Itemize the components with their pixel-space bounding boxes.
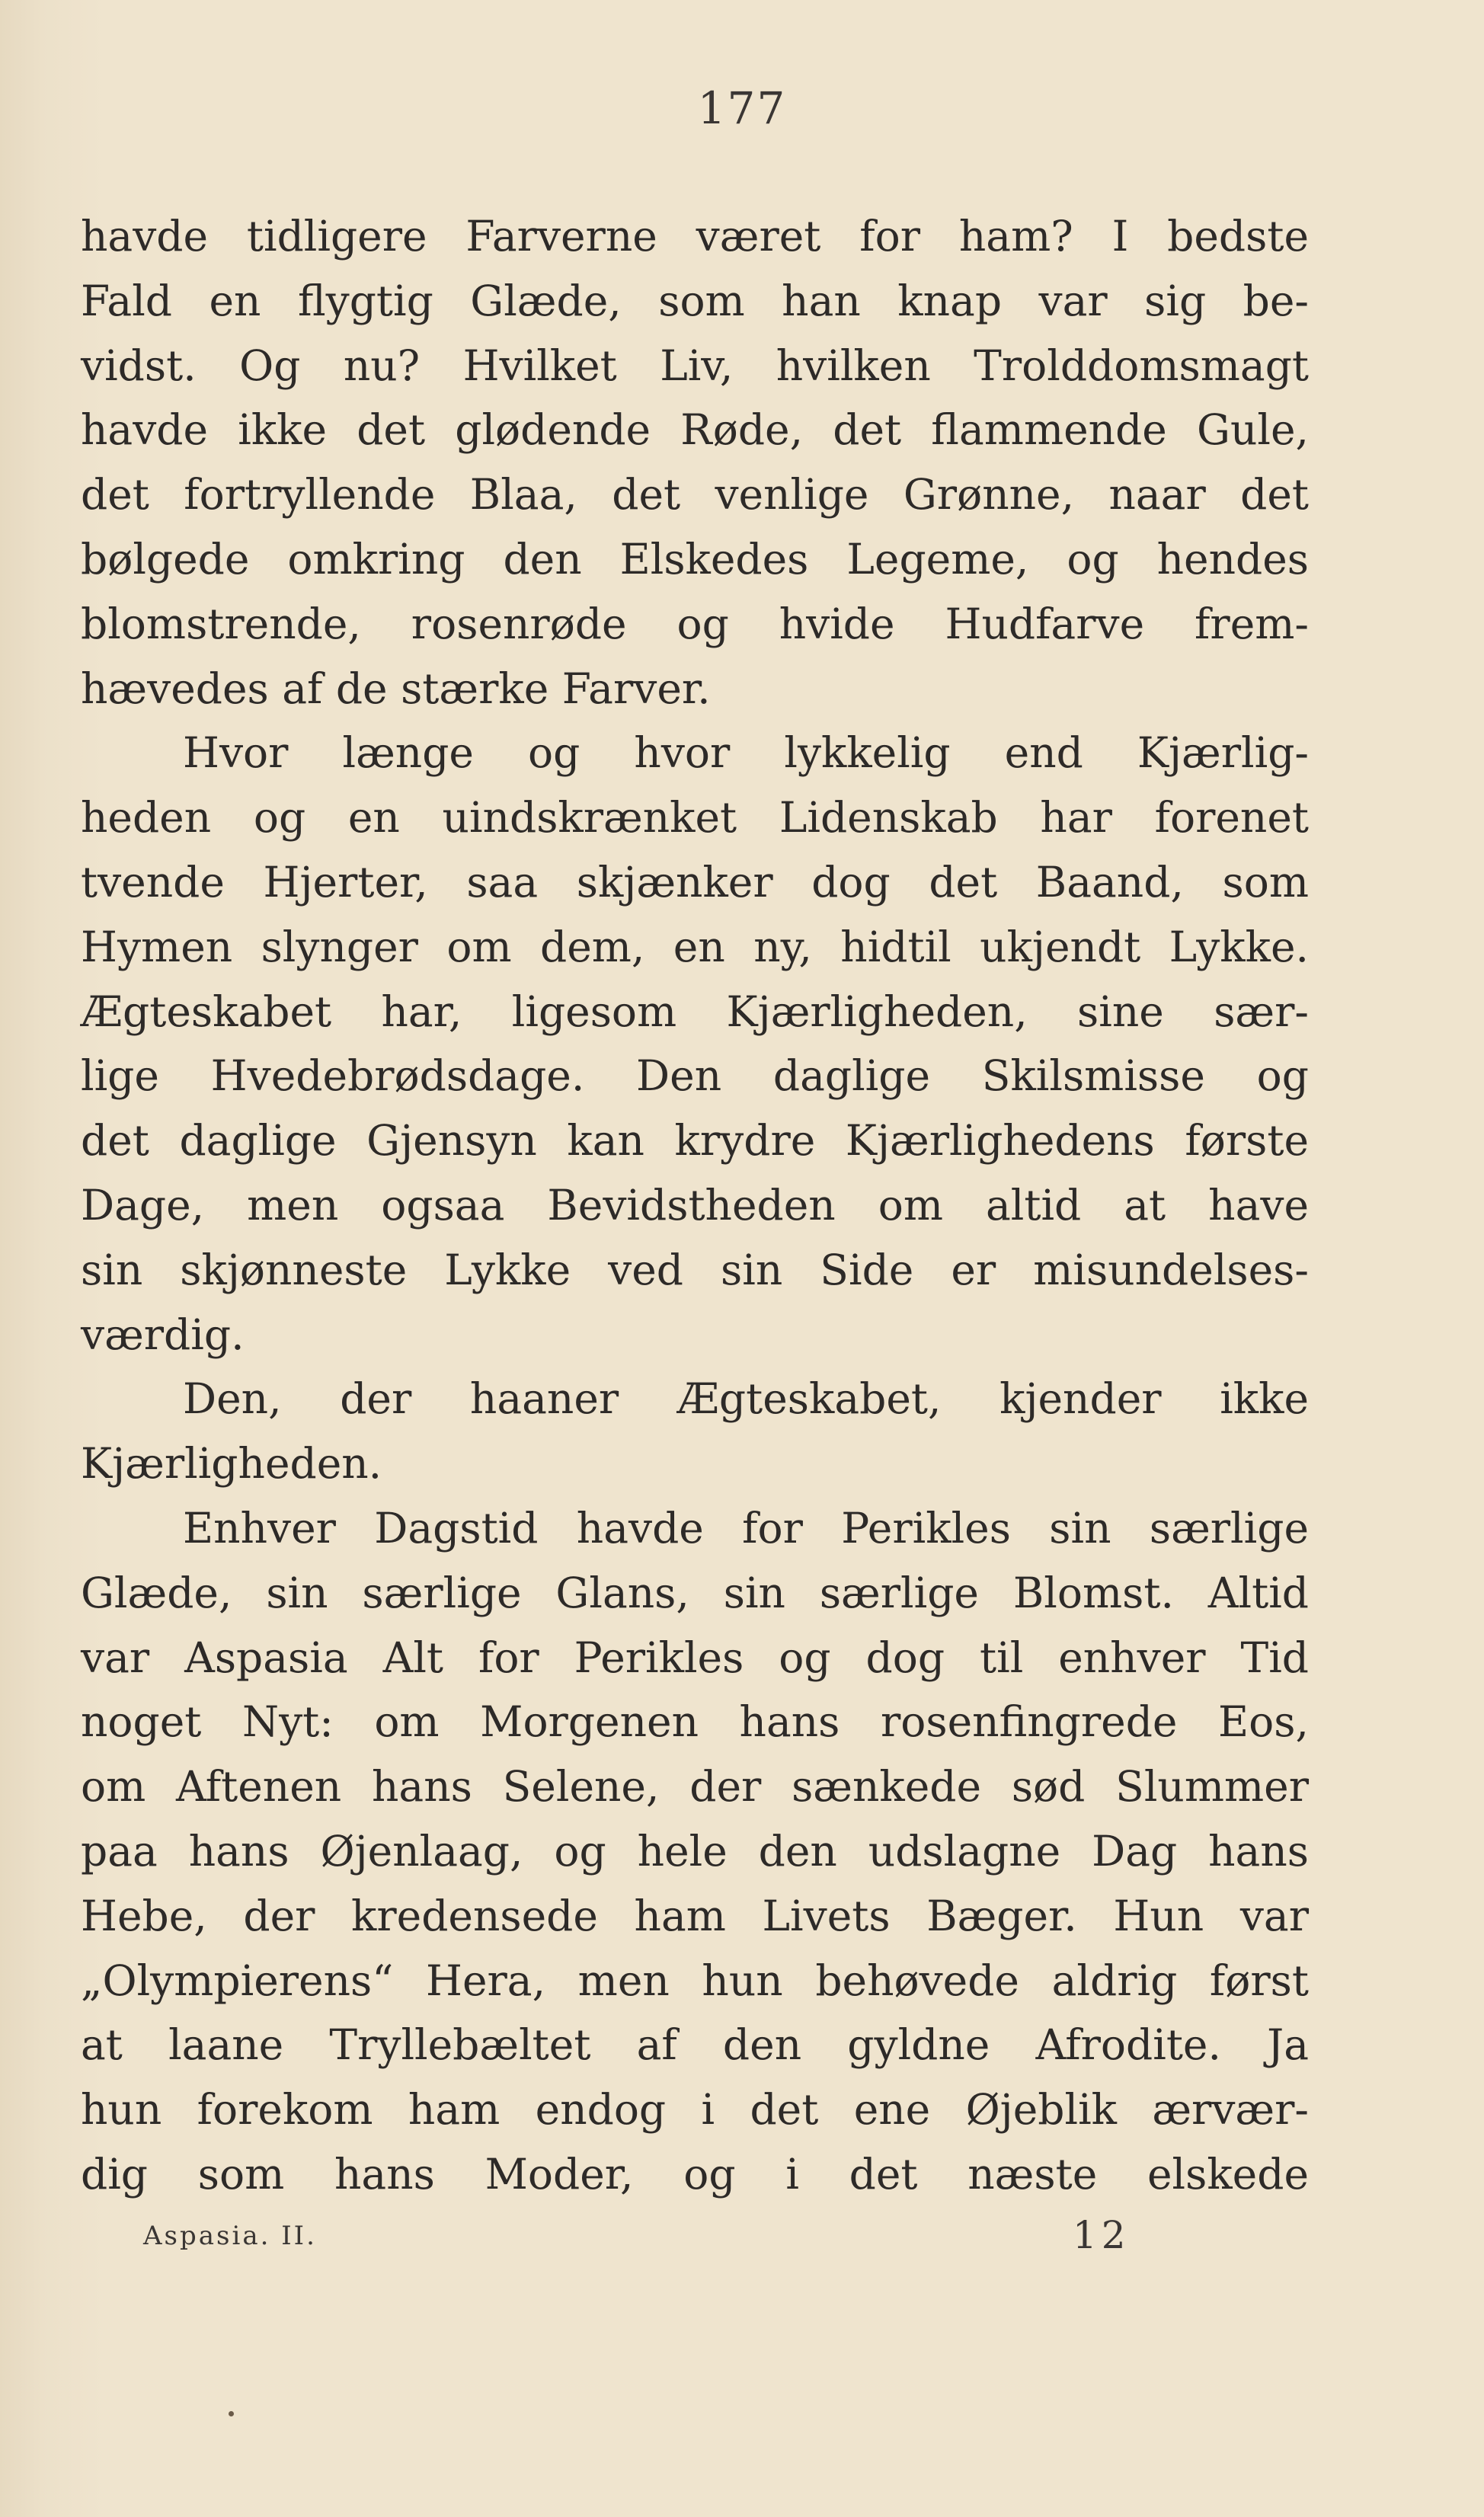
- body-text: [81, 204, 1309, 2207]
- text-line: Hebe, der kredensede ham Livets Bæger. Hun var: [81, 1891, 1309, 1940]
- text-line: heden og en uindskrænket Lidenskab har forenet: [81, 793, 1309, 843]
- page-footer: [0, 2213, 1484, 2266]
- sheet-number: 12: [1073, 2213, 1131, 2257]
- text-line: det daglige Gjensyn kan krydre Kjærlighedens første: [81, 1116, 1309, 1166]
- text-line: var Aspasia Alt for Perikles og dog til enhver Tid: [81, 1633, 1309, 1682]
- text-line: Hvor længe og hvor lykkelig end Kjærlig-: [183, 728, 1309, 778]
- text-line: noget Nyt: om Morgenen hans rosenfingrede Eos,: [81, 1697, 1309, 1747]
- text-line: værdig.: [81, 1310, 245, 1359]
- text-line: hun forekom ham endog i det ene Øjeblik ærvær-: [81, 2085, 1309, 2135]
- text-line: Dage, men ogsaa Bevidstheden om altid at have: [81, 1180, 1309, 1230]
- signature-mark: Aspasia. II.: [143, 2221, 317, 2251]
- text-line: blomstrende, rosenrøde og hvide Hudfarve frem-: [81, 599, 1309, 648]
- text-line: „Olympierens“ Hera, men hun behøvede aldrig først: [81, 1956, 1309, 2005]
- text-line: at laane Tryllebæltet af den gyldne Afrodite. Ja: [81, 2020, 1309, 2070]
- text-line: det fortryllende Blaa, det venlige Grønne, naar det: [81, 470, 1309, 520]
- text-line: Enhver Dagstid havde for Perikles sin særlige: [183, 1503, 1309, 1553]
- text-line: Den, der haaner Ægteskabet, kjender ikke: [183, 1374, 1309, 1424]
- text-line: om Aftenen hans Selene, der sænkede sød Slummer: [81, 1762, 1309, 1812]
- text-line: sin skjønneste Lykke ved sin Side er misundelses-: [81, 1245, 1309, 1294]
- paper-speck: [229, 2411, 234, 2416]
- text-line: lige Hvedebrødsdage. Den daglige Skilsmisse og: [81, 1051, 1309, 1101]
- text-line: havde ikke det glødende Røde, det flammende Gule,: [81, 405, 1309, 455]
- text-line: Glæde, sin særlige Glans, sin særlige Blomst. Altid: [81, 1568, 1309, 1617]
- text-line: tvende Hjerter, saa skjænker dog det Baand, som: [81, 857, 1309, 907]
- text-line: paa hans Øjenlaag, og hele den udslagne Dag hans: [81, 1826, 1309, 1876]
- text-line: Hymen slynger om dem, en ny, hidtil ukjendt Lykke.: [81, 922, 1309, 971]
- text-line: dig som hans Moder, og i det næste elskede: [81, 2149, 1309, 2199]
- text-line: vidst. Og nu? Hvilket Liv, hvilken Trolddomsmagt: [81, 341, 1309, 390]
- text-line: havde tidligere Farverne været for ham? I bedste: [81, 212, 1309, 261]
- page-number: 177: [697, 82, 787, 134]
- text-line: Ægteskabet har, ligesom Kjærligheden, sine sær-: [81, 987, 1309, 1036]
- text-line: Kjærligheden.: [81, 1439, 382, 1489]
- text-line: bølgede omkring den Elskedes Legeme, og hendes: [81, 534, 1309, 584]
- text-line: hævedes af de stærke Farver.: [81, 664, 711, 713]
- text-line: Fald en flygtig Glæde, som han knap var sig be-: [81, 276, 1309, 325]
